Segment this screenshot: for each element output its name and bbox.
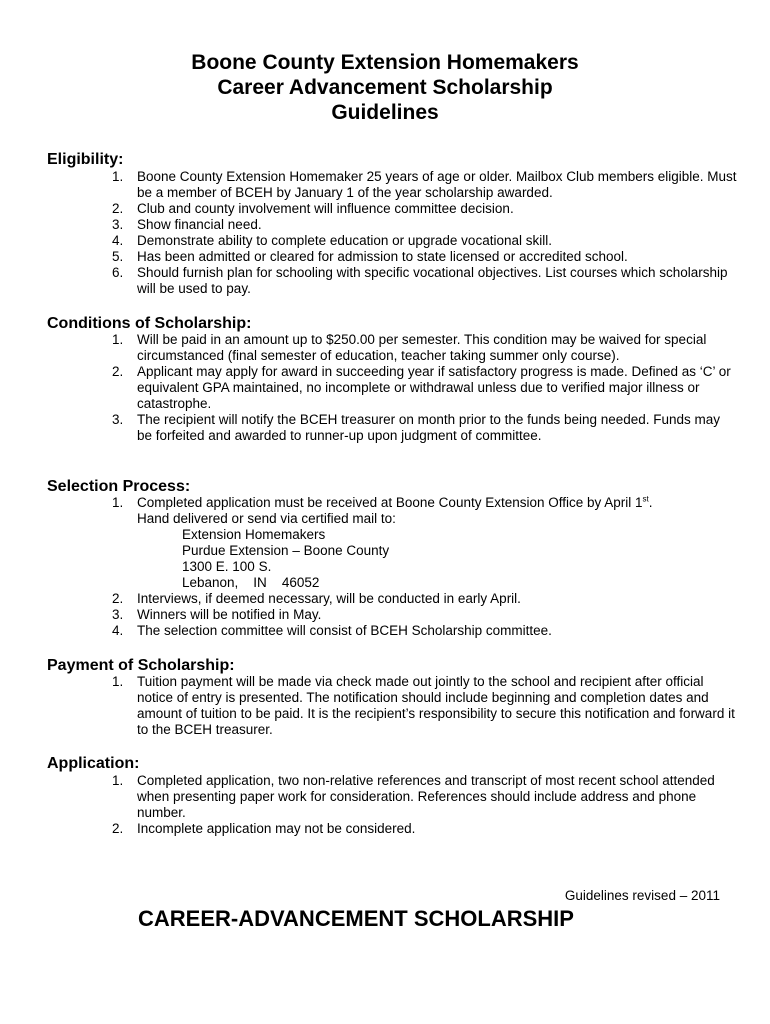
list-item	[47, 364, 737, 412]
revision-note: Guidelines revised – 2011	[564, 888, 720, 903]
item-text: Has been admitted or cleared for admission to state licensed or accredited school.	[137, 249, 628, 264]
address-line: Extension Homemakers	[182, 527, 326, 542]
item-number: 3.	[112, 412, 124, 427]
item-number: 3.	[112, 217, 124, 232]
conditions-list	[47, 332, 737, 444]
item-number: 1.	[112, 332, 124, 347]
item-text: Show financial need.	[137, 217, 262, 232]
list-item	[47, 607, 737, 623]
item-number: 5.	[112, 249, 124, 264]
item-text: Completed application must be received at Boone County Extension Office by April 1	[137, 495, 643, 510]
item-text-end: .	[648, 495, 653, 510]
item-text: Completed application, two non-relative references and transcript of most recent school attended when presenting paper work for consideration. References should include address and phone number.	[137, 773, 715, 820]
section-conditions	[47, 315, 737, 444]
item-number: 4.	[112, 623, 124, 638]
list-item	[47, 773, 737, 821]
section-heading: Payment of Scholarship:	[47, 657, 235, 674]
list-item	[47, 249, 737, 265]
section-selection	[47, 478, 737, 639]
section-eligibility	[47, 151, 737, 297]
footer-title: CAREER-ADVANCEMENT SCHOLARSHIP	[138, 906, 574, 931]
section-heading: Conditions of Scholarship:	[47, 315, 252, 332]
list-item	[47, 169, 737, 201]
section-heading: Selection Process:	[47, 478, 191, 495]
item-text: Interviews, if deemed necessary, will be conducted in early April.	[137, 591, 521, 606]
list-item	[47, 495, 737, 591]
address-line: Purdue Extension – Boone County	[182, 543, 390, 558]
item-number: 2.	[112, 364, 124, 379]
item-text: The selection committee will consist of BCEH Scholarship committee.	[137, 623, 552, 638]
list-item	[47, 217, 737, 233]
section-payment	[47, 657, 737, 738]
list-item	[47, 821, 737, 837]
list-item	[47, 332, 737, 364]
address-line: 1300 E. 100 S.	[182, 559, 272, 574]
list-item	[47, 623, 737, 639]
list-item	[47, 674, 737, 738]
item-number: 6.	[112, 265, 124, 280]
list-item	[47, 265, 737, 297]
ordinal-suffix: st	[642, 494, 649, 504]
payment-list	[47, 674, 737, 738]
address-line: Lebanon, IN 46052	[182, 575, 320, 590]
item-text: Winners will be notified in May.	[137, 607, 322, 622]
item-text: Club and county involvement will influence committee decision.	[137, 201, 514, 216]
item-text: The recipient will notify the BCEH treasurer on month prior to the funds being needed. Funds may be forfeited and awarded to runner-up upon judgment of committee.	[137, 412, 721, 443]
item-number: 1.	[112, 674, 124, 689]
title-line-3: Guidelines	[331, 101, 439, 124]
list-item	[47, 591, 737, 607]
item-number: 2.	[112, 591, 124, 606]
title-line-1: Boone County Extension Homemakers	[191, 51, 579, 74]
item-text: Boone County Extension Homemaker 25 years of age or older. Mailbox Club members eligible. Must be a member of BCEH by January 1 of the year scholarship awarded.	[137, 169, 737, 200]
item-text-line2: Hand delivered or send via certified mail to:	[137, 511, 396, 526]
item-number: 2.	[112, 821, 124, 836]
section-application	[47, 755, 737, 837]
item-number: 2.	[112, 201, 124, 216]
item-text: Should furnish plan for schooling with specific vocational objectives. List courses which scholarship will be used to pay.	[137, 265, 728, 296]
item-number: 1.	[112, 169, 124, 184]
item-text: Applicant may apply for award in succeeding year if satisfactory progress is made. Defined as ‘C’ or equivalent GPA maintained, no incomplete or withdrawal unless due to verified major illness or catastrophe.	[137, 364, 731, 411]
title-line-2: Career Advancement Scholarship	[217, 76, 553, 99]
item-text: Demonstrate ability to complete education or upgrade vocational skill.	[137, 233, 552, 248]
list-item	[47, 233, 737, 249]
section-heading: Eligibility:	[47, 151, 124, 168]
item-number: 1.	[112, 773, 124, 788]
item-number: 3.	[112, 607, 124, 622]
eligibility-list	[47, 169, 737, 297]
document-title	[0, 50, 770, 125]
item-number: 1.	[112, 495, 124, 510]
item-text: Tuition payment will be made via check made out jointly to the school and recipient after official notice of entry is presented. The notification should include beginning and completion dates and amount of tuition to be paid. It is the recipient’s responsibility to secure this notification and forward it to the BCEH treasurer.	[137, 674, 735, 737]
item-text: Will be paid in an amount up to $250.00 per semester. This condition may be waived for special circumstanced (final semester of education, teacher taking summer only course).	[137, 332, 707, 363]
item-text: Incomplete application may not be considered.	[137, 821, 416, 836]
section-heading: Application:	[47, 755, 140, 772]
list-item	[47, 412, 737, 444]
list-item	[47, 201, 737, 217]
selection-list	[47, 495, 737, 639]
item-number: 4.	[112, 233, 124, 248]
application-list	[47, 773, 737, 837]
